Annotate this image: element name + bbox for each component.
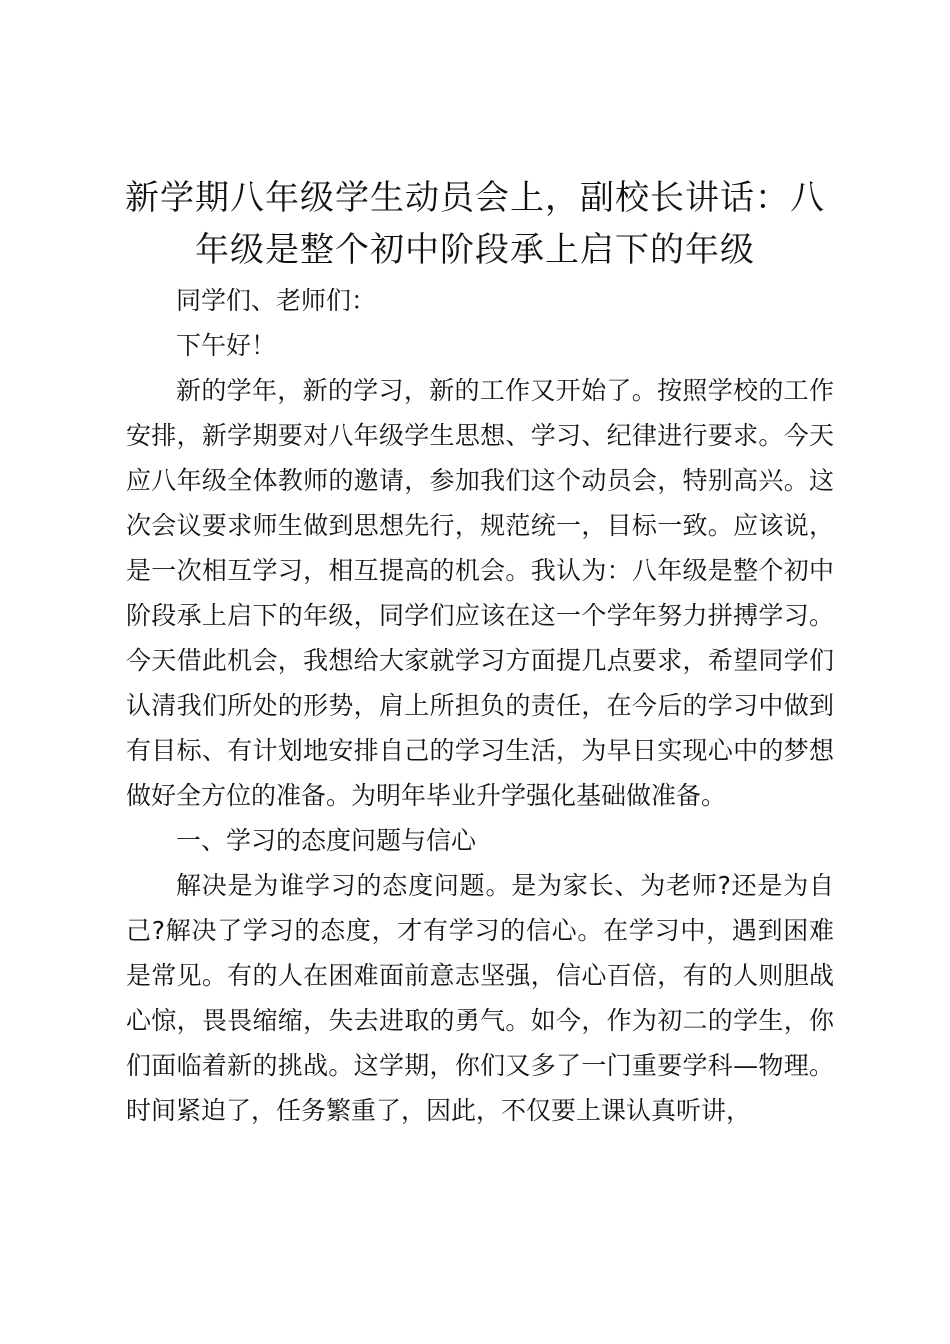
section-heading-1: 一、学习的态度问题与信心 (176, 826, 477, 855)
document-body (126, 278, 834, 1133)
paragraph-attitude: 解决是为谁学习的态度问题。是为家长、为老师?还是为自己?解决了学习的态度，才有学习的信心。在学习中，遇到困难是常见。有的人在困难面前意志坚强，信心百倍，有的人则胆战心惊，畏畏缩缩，失去进取的勇气。如今，作为初二的学生，你们面临着新的挑战。这学期，你们又多了一门重要学科—物理。时间紧迫了，任务繁重了，因此，不仅要上课认真听讲， (126, 871, 834, 1125)
paragraph-intro: 新的学年，新的学习，新的工作又开始了。按照学校的工作安排，新学期要对八年级学生思想、学习、纪律进行要求。今天应八年级全体教师的邀请，参加我们这个动员会，特别高兴。这次会议要求师生做到思想先行，规范统一，目标一致。应该说，是一次相互学习，相互提高的机会。我认为：八年级是整个初中阶段承上启下的年级，同学们应该在这一个学年努力拼搏学习。今天借此机会，我想给大家就学习方面提几点要求，希望同学们认清我们所处的形势，肩上所担负的责任，在今后的学习中做到有目标、有计划地安排自己的学习生活，为早日实现心中的梦想做好全方位的准备。为明年毕业升学强化基础做准备。 (126, 376, 834, 810)
document-title: 新学期八年级学生动员会上，副校长讲话：八年级是整个初中阶段承上启下的年级 (125, 178, 825, 270)
greeting: 下午好！ (176, 331, 277, 360)
salutation: 同学们、老师们： (176, 286, 377, 315)
